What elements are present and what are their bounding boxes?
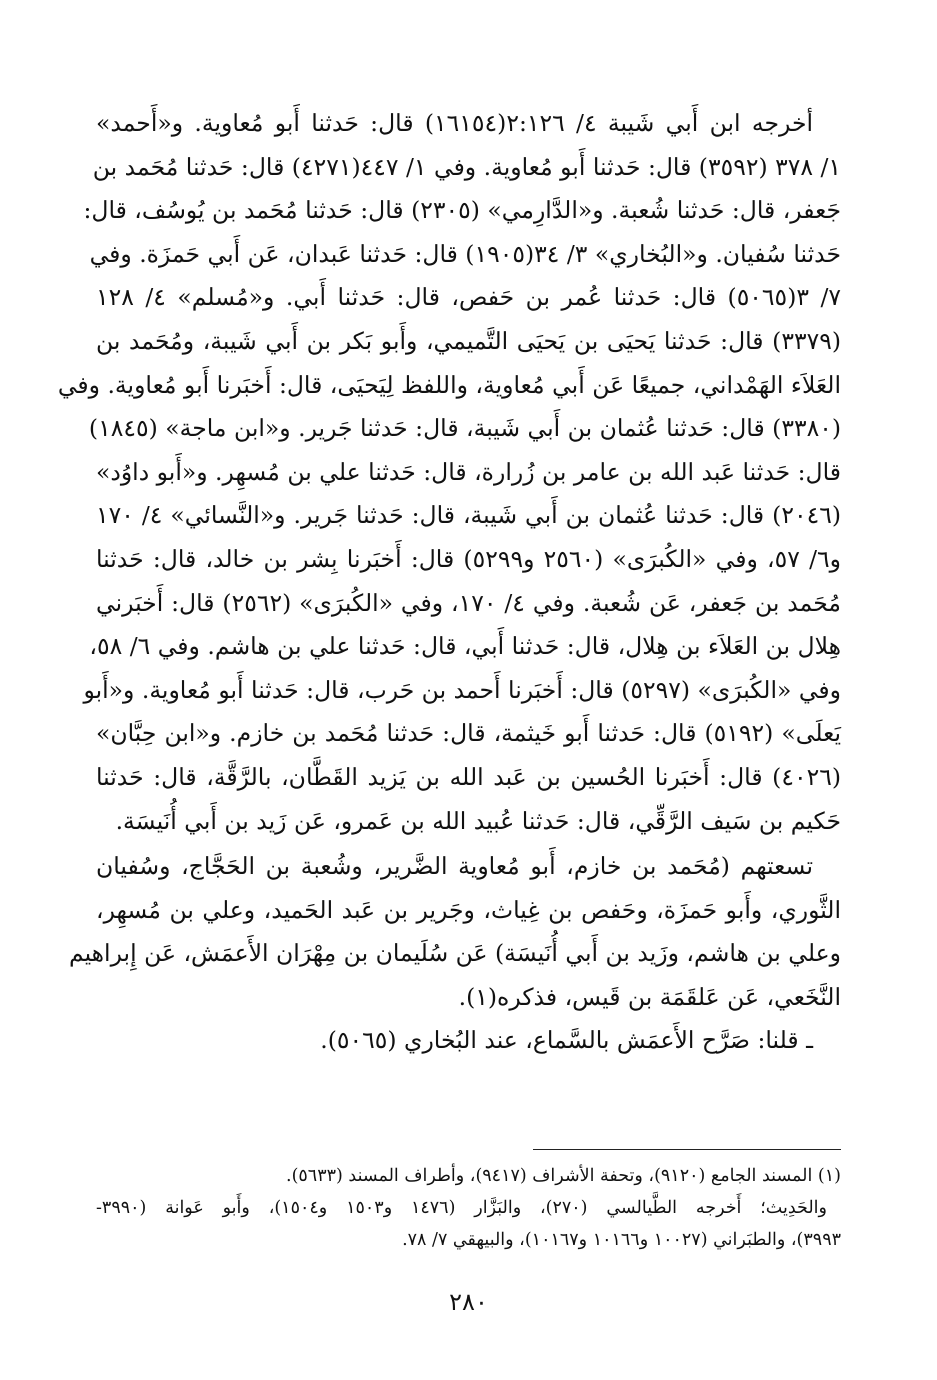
text-line: جَعفر، قال: حَدثنا شُعبة. و«الدَّارِمي» (٢٣٠٥) قال: حَدثنا مُحَمد بن يُوسُف، قال: [83, 196, 841, 225]
text-line: ٧/ ٣(٥٠٦٥) قال: حَدثنا عُمر بن حَفص، قال: حَدثنا أَبي. و«مُسلم» ٤/ ١٢٨ [96, 283, 841, 312]
text-line: تسعتهم (مُحَمد بن خازم، أَبو مُعاوية الضَّرير، وشُعبة بن الحَجَّاج، وسُفيان [96, 852, 813, 881]
page-number: ٢٨٠ [449, 1288, 488, 1316]
text-line: وفي «الكُبرَى» (٥٢٩٧) قال: أَخبَرنا أَحمد بن حَرب، قال: حَدثنا أَبو مُعاوية. و«أَبو [83, 675, 841, 704]
text-line: حَدثنا سُفيان. و«البُخاري» ٣/ ٣٤(١٩٠٥) قال: حَدثنا عَبدان، عَن أَبي حَمزَة. وفي [89, 239, 841, 268]
main-text [57, 102, 841, 1063]
footnote-separator [533, 1149, 841, 1150]
text-line: العَلاَء الهَمْداني، جميعًا عَن أَبي مُعاوية، واللفظ لِيَحيَى، قال: أَخبَرنا أَبو مُعاوية. وفي [57, 370, 841, 399]
footnotes [96, 1160, 841, 1256]
text-line: يَعلَى» (٥١٩٢) قال: حَدثنا أَبو خَيثمة، قال: حَدثنا مُحَمد بن خازم. و«ابن حِبَّان» [96, 719, 841, 748]
text-line: (٢٠٤٦) قال: حَدثنا عُثمان بن أَبي شَيبة، قال: حَدثنا جَرير. و«النَّسائي» ٤/ ١٧٠ [96, 501, 841, 530]
footnote-line: والحَدِيث؛ أَخرجه الطَّيالسي (٢٧٠)، والبَزَّار (١٤٧٦ و١٥٠٣ و١٥٠٤)، وأَبو عَوانة (٣٩٩٠- [96, 1198, 827, 1218]
footnote-line: (١) المسند الجامع (٩١٢٠)، وتحفة الأشراف (٩٤١٧)، وأطراف المسند (٥٦٣٣). [286, 1166, 841, 1186]
text-line: مُحَمد بن جَعفر، عَن شُعبة. وفي ٤/ ١٧٠، وفي «الكُبرَى» (٢٥٦٢) قال: أَخبَرني [96, 588, 841, 617]
text-line: (٤٠٢٦) قال: أَخبَرنا الحُسين بن عَبد الله بن يَزيد القَطَّان، بالرَّقَّة، قال: حَدثنا [96, 762, 841, 791]
text-line: وعلي بن هاشم، وزَيد بن أَبي أُنَيسَة) عَن سُلَيمان بن مِهْرَان الأَعمَش، عَن إِبراهيم [68, 939, 841, 968]
text-line: النَّخَعي، عَن عَلقَمَة بن قَيس، فذكره(١). [458, 982, 841, 1011]
paragraph-1 [57, 102, 841, 843]
text-line: (٣٣٨٠) قال: حَدثنا عُثمان بن أَبي شَيبة، قال: حَدثنا جَرير. و«ابن ماجة» (١٨٤٥) [88, 414, 841, 443]
text-line: قال: حَدثنا عَبد الله بن عامر بن زُرارة، قال: حَدثنا علي بن مُسهِر. و«أَبو داوُد» [95, 457, 841, 486]
text-line: الثَّوري، وأَبو حَمزَة، وحَفص بن غِياث، وجَرير بن عَبد الحَميد، وعلي بن مُسهِر، [96, 895, 841, 924]
text-line: أخرجه ابن أَبي شَيبة ٤/ ٢:١٢٦(١٦١٥٤) قال: حَدثنا أَبو مُعاوية. و«أَحمد» [96, 109, 813, 137]
paragraph-2 [68, 845, 841, 1019]
text-line: حَكيم بن سَيف الرَّقِّي، قال: حَدثنا عُبيد الله بن عَمرو، عَن زَيد بن أَبي أُنَيسَة. [115, 806, 841, 835]
scholar-note: ـ قلنا: صَرَّح الأَعمَش بالسَّماع، عند البُخاري (٥٠٦٥). [320, 1026, 813, 1055]
text-line: ١/ ٣٧٨ (٣٥٩٢) قال: حَدثنا أَبو مُعاوية. وفي ١/ ٤٤٧(٤٢٧١) قال: حَدثنا مُحَمد بن [92, 152, 841, 181]
text-line: هِلال بن العَلاَء بن هِلال، قال: حَدثنا أَبي، قال: حَدثنا علي بن هاشم. وفي ٦/ ٥٨، [89, 632, 841, 661]
text-line: و٦/ ٥٧، وفي «الكُبرَى» (٢٥٦٠ و٥٢٩٩) قال: أَخبَرنا بِشر بن خالد، قال: حَدثنا [96, 544, 841, 573]
footnote-line: ٣٩٩٣)، والطبَراني (١٠٠٢٧ و١٠١٦٦ و١٠١٦٧)، والبيهقي ٧/ ٧٨. [402, 1230, 841, 1250]
text-line: (٣٣٧٩) قال: حَدثنا يَحيَى بن يَحيَى التَّميمي، وأَبو بَكر بن أَبي شَيبة، ومُحَمد بن [96, 326, 841, 355]
